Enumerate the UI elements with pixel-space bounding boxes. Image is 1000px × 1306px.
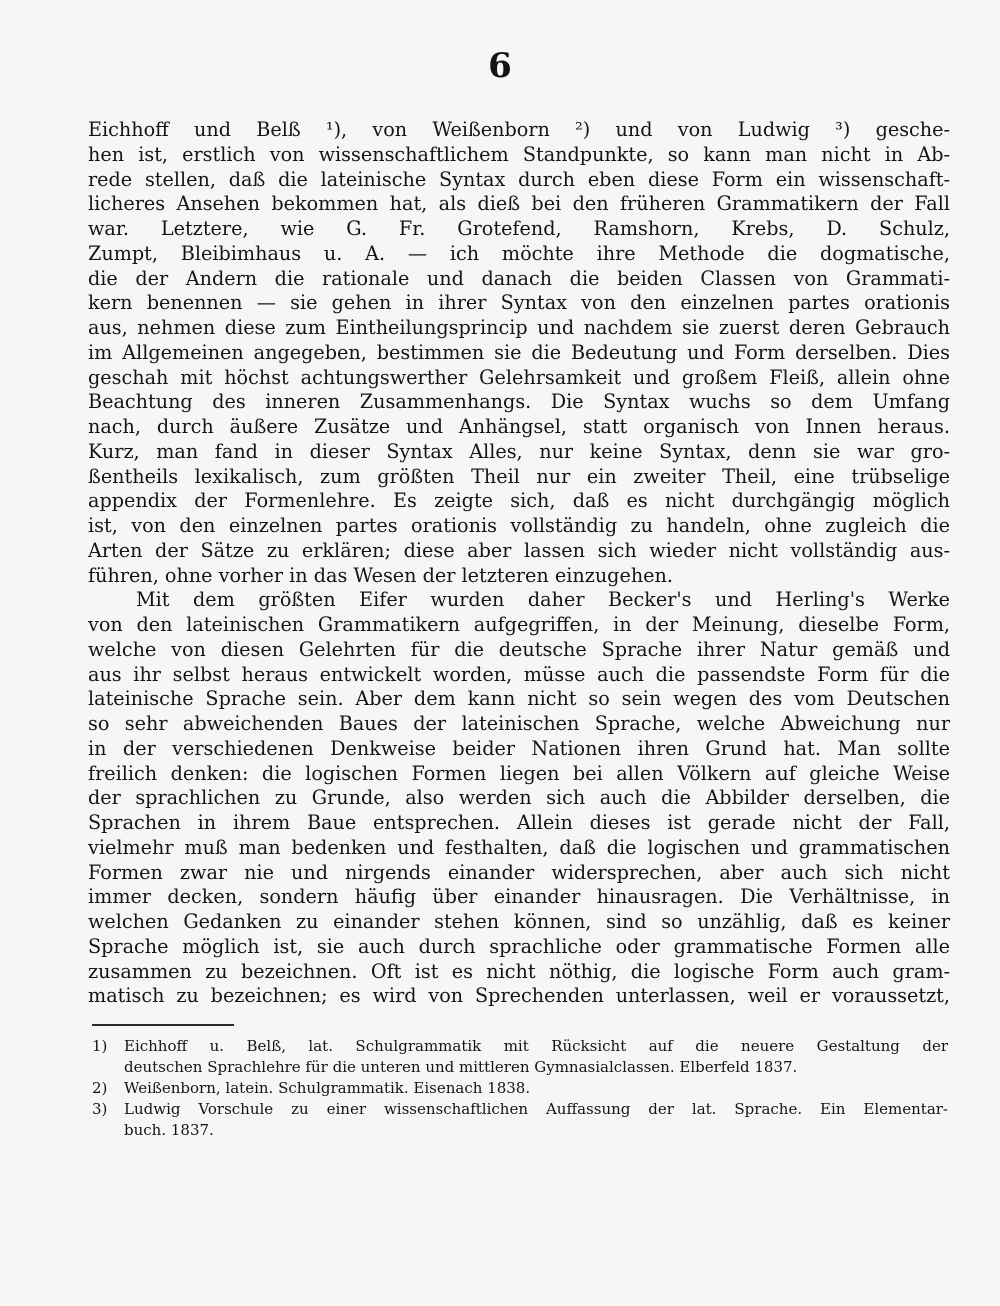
paragraph-start-line: Mit dem größten Eifer wurden daher Becker's und Herling's Werke (136, 588, 950, 612)
text-line: so sehr abweichenden Baues der lateinischen Sprache, welche Abweichung nur (88, 712, 950, 735)
text-line: licheres Ansehen bekommen hat, als dieß bei den früheren Grammatikern der Fall (88, 192, 950, 216)
text-line: Sprache möglich ist, sie auch durch sprachliche oder grammatische Formen alle (88, 934, 950, 958)
text-line: Zumpt, Bleibimhaus u. A. — ich möchte ihre Methode die dogmatische, (88, 241, 950, 265)
footnote-line: buch. 1837. (124, 1121, 214, 1139)
text-line: welchen Gedanken zu einander stehen können, sind so unzählig, daß es keiner (88, 910, 950, 933)
text-line: freilich denken: die logischen Formen liegen bei allen Völkern auf gleiche Weise (88, 761, 950, 785)
text-line: von den lateinischen Grammatikern aufgegriffen, in der Meinung, dieselbe Form, (88, 613, 950, 636)
text-line: geschah mit höchst achtungswerther Gelehrsamkeit und großem Fleiß, allein ohne (88, 365, 950, 389)
page-number: 6 (488, 46, 512, 86)
text-line: ßentheils lexikalisch, zum größten Theil nur ein zweiter Theil, eine trübselige (88, 464, 950, 488)
text-line: Beachtung des inneren Zusammenhangs. Die Syntax wuchs so dem Umfang (88, 390, 950, 414)
footnote-3 (92, 1099, 948, 1141)
text-line: im Allgemeinen angegeben, bestimmen sie die Bedeutung und Form derselben. Dies (88, 340, 950, 364)
text-line: aus, nehmen diese zum Eintheilungsprincip und nachdem sie zuerst deren Gebrauch (88, 316, 950, 339)
text-line: Arten der Sätze zu erklären; diese aber lassen sich wieder nicht vollständig aus- (88, 538, 950, 562)
footnotes (92, 1036, 948, 1141)
paragraph-end-line: führen, ohne vorher in das Wesen der letzteren einzugehen. (88, 563, 673, 587)
text-line: Sprachen in ihrem Baue entsprechen. Allein dieses ist gerade nicht der Fall, (88, 811, 950, 834)
text-line: in der verschiedenen Denkweise beider Nationen ihren Grund hat. Man sollte (88, 736, 950, 760)
text-line: die der Andern die rationale und danach die beiden Classen von Grammati- (88, 266, 950, 290)
text-line: appendix der Formenlehre. Es zeigte sich, daß es nicht durchgängig möglich (88, 489, 950, 513)
text-line: vielmehr muß man bedenken und festhalten, daß die logischen und grammatischen (88, 835, 950, 859)
footnote-line: Ludwig Vorschule zu einer wissenschaftlichen Auffassung der lat. Sprache. Ein Elementar- (124, 1100, 948, 1118)
text-line: Eichhoff und Belß ¹), von Weißenborn ²) und von Ludwig ³) gesche- (88, 118, 950, 141)
text-line: kern benennen — sie gehen in ihrer Syntax von den einzelnen partes orationis (88, 291, 950, 315)
footnote-marker: 2) (92, 1079, 108, 1097)
text-line: der sprachlichen zu Grunde, also werden sich auch die Abbilder derselben, die (88, 786, 950, 810)
footnote-marker: 1) (92, 1037, 108, 1055)
footnote-separator (92, 1024, 234, 1026)
text-line: ist, von den einzelnen partes orationis vollständig zu handeln, ohne zugleich die (88, 514, 950, 537)
footnote-line: Weißenborn, latein. Schulgrammatik. Eisenach 1838. (124, 1079, 531, 1097)
text-line: zusammen zu bezeichnen. Oft ist es nicht nöthig, die logische Form auch gram- (88, 959, 950, 983)
text-line: lateinische Sprache sein. Aber dem kann nicht so sein wegen des vom Deutschen (88, 687, 950, 711)
footnote-line: Eichhoff u. Belß, lat. Schulgrammatik mit Rücksicht auf die neuere Gestaltung der (124, 1037, 948, 1055)
footnote-1 (92, 1036, 948, 1078)
footnote-marker: 3) (92, 1100, 108, 1118)
footnote-2 (92, 1078, 948, 1099)
text-line: matisch zu bezeichnen; es wird von Sprechenden unterlassen, weil er voraussetzt, (88, 984, 950, 1008)
text-line: Kurz, man fand in dieser Syntax Alles, nur keine Syntax, denn sie war gro- (88, 439, 950, 463)
text-line: aus ihr selbst heraus entwickelt worden, müsse auch die passendste Form für die (88, 662, 950, 686)
body-text (88, 118, 950, 1009)
text-line: nach, durch äußere Zusätze und Anhängsel, statt organisch von Innen heraus. (88, 415, 950, 438)
footnote-line: deutschen Sprachlehre für die unteren und mittleren Gymnasialclassen. Elberfeld 1837. (124, 1058, 798, 1076)
text-line: immer decken, sondern häufig über einander hinausragen. Die Verhältnisse, in (88, 885, 950, 909)
text-line: rede stellen, daß die lateinische Syntax durch eben diese Form ein wissenschaft- (88, 167, 950, 191)
text-line: war. Letztere, wie G. Fr. Grotefend, Ramshorn, Krebs, D. Schulz, (88, 217, 950, 240)
text-line: Formen zwar nie und nirgends einander widersprechen, aber auch sich nicht (88, 860, 950, 884)
text-line: hen ist, erstlich von wissenschaftlichem Standpunkte, so kann man nicht in Ab- (88, 142, 950, 166)
text-line: welche von diesen Gelehrten für die deutsche Sprache ihrer Natur gemäß und (88, 637, 950, 661)
